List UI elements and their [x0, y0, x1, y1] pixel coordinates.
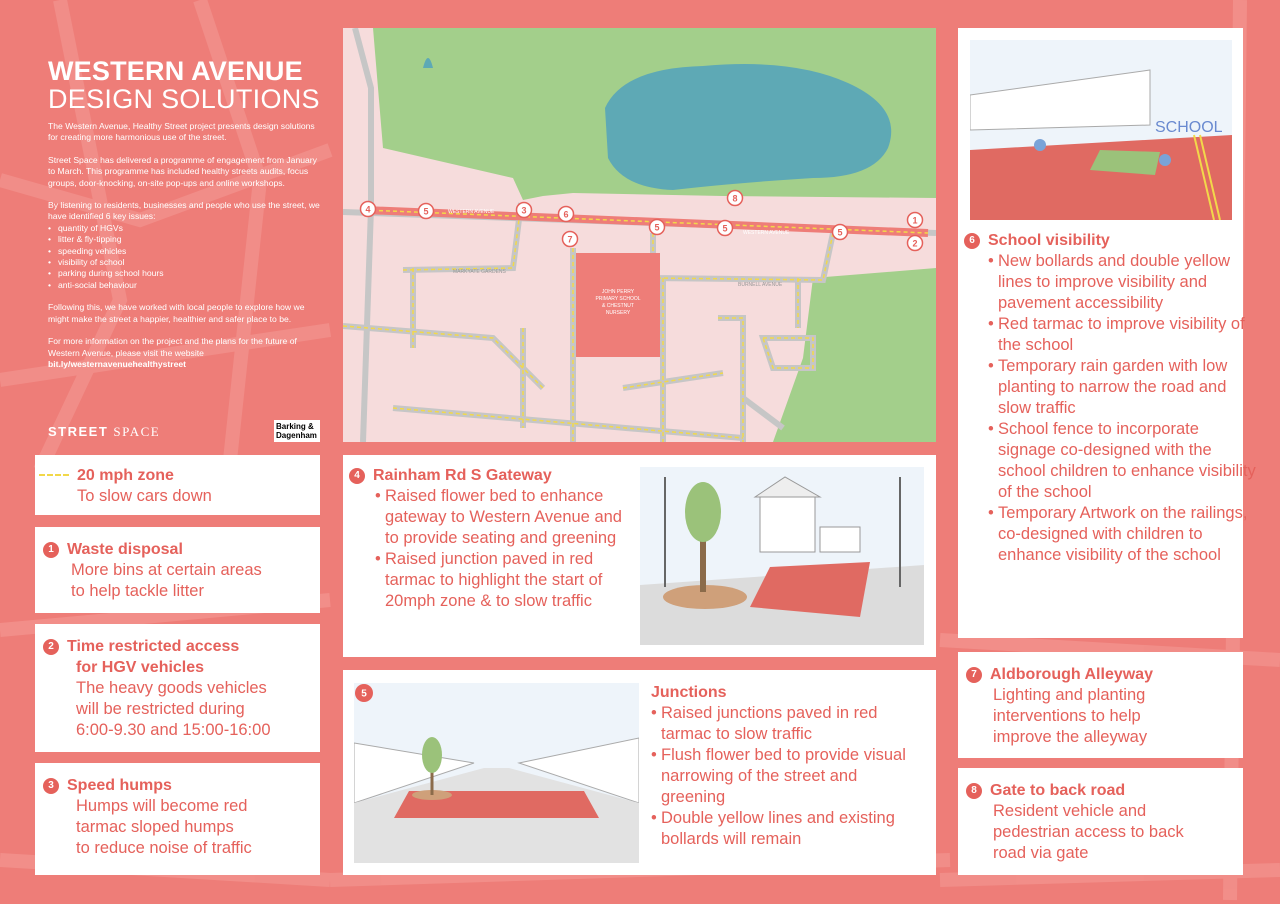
number-badge: 4 — [349, 468, 365, 484]
map-marker-5a — [419, 204, 434, 219]
intro-paragraph-5: For more information on the project and the plans for the future of Western Avenue, please visit the website bit.ly/westernavenuehealthystreet — [48, 336, 326, 370]
svg-text:4: 4 — [365, 204, 371, 215]
list-item: • Raised junction paved in red tarmac to highlight the start of 20mph zone & to slow traffic — [375, 549, 637, 612]
svg-text:5: 5 — [423, 206, 429, 217]
junction-bullets — [651, 703, 921, 850]
svg-text:5: 5 — [361, 688, 367, 700]
map-marker-2 — [908, 236, 923, 251]
card-title: School visibility — [988, 232, 1110, 249]
number-badge: 3 — [43, 778, 59, 794]
website-link[interactable]: bit.ly/westernavenuehealthystreet — [48, 358, 187, 369]
junctions-card — [343, 670, 936, 875]
svg-text:& CHESTNUT: & CHESTNUT — [602, 303, 634, 309]
map-marker-5b — [650, 220, 665, 235]
svg-text:7: 7 — [567, 234, 573, 245]
svg-text:5: 5 — [837, 227, 843, 238]
svg-text:5: 5 — [722, 223, 728, 234]
map-marker-1 — [908, 213, 923, 228]
svg-text:PRIMARY SCHOOL: PRIMARY SCHOOL — [595, 296, 641, 302]
waste-disposal-card: 1 Waste disposal More bins at certain areas to help tackle litter — [35, 527, 320, 613]
legend-20mph-card — [35, 455, 320, 515]
dashed-line-icon — [39, 474, 69, 476]
gate-card: 8 Gate to back road Resident vehicle and pedestrian access to back road via gate — [958, 768, 1243, 875]
issues-list — [48, 223, 326, 291]
street-space-logo: STREET SPACE — [48, 424, 161, 439]
intro-paragraph-2: Street Space has delivered a programme of engagement from January to March. This programme has included healthy streets audits, focus groups, door-knocking, on-site pop-ups and online workshops. — [48, 154, 317, 188]
number-badge: 1 — [43, 542, 59, 558]
hgv-access-card: 2 Time restricted access for HGV vehicles The heavy goods vehicles will be restricted during 6:00-9.30 and 15:00-16:00 — [35, 624, 320, 752]
gateway-illustration — [640, 467, 924, 645]
page-subtitle: DESIGN SOLUTIONS — [48, 84, 320, 114]
number-badge: 7 — [966, 667, 982, 683]
svg-text:6: 6 — [563, 209, 569, 220]
map-marker-5d — [833, 225, 848, 240]
card-text: To slow cars down — [77, 487, 212, 505]
map-marker-5c — [718, 221, 733, 236]
card-title: 20 mph zone — [77, 467, 174, 484]
card-title: Gate to back road — [990, 782, 1126, 799]
map-marker-6 — [559, 207, 574, 222]
list-item: • Flush flower bed to provide visual narrowing of the street and greening — [651, 745, 921, 808]
school-visibility-card — [958, 28, 1256, 638]
list-item: • quantity of HGVs — [48, 223, 326, 234]
list-item: • Raised junctions paved in red tarmac to slow traffic — [651, 703, 921, 745]
intro-panel — [48, 58, 326, 381]
barking-dagenham-logo: Barking & Dagenham — [274, 420, 320, 442]
school-bullets — [988, 251, 1256, 566]
number-badge: 8 — [966, 783, 982, 799]
card-title: Speed humps — [67, 777, 172, 794]
street-label-1: WESTERN AVENUE — [448, 209, 495, 215]
card-title: Rainham Rd S Gateway — [373, 467, 552, 484]
number-badge: 2 — [43, 639, 59, 655]
intro-paragraph-1: The Western Avenue, Healthy Street project presents design solutions for creating more harmonious use of the street. — [48, 121, 315, 143]
list-item: • parking during school hours — [48, 268, 326, 279]
list-item: • anti-social behaviour — [48, 280, 326, 291]
intro-paragraph-4: Following this, we have worked with local people to explore how we might make the street a happier, healthier and safer place to be. — [48, 302, 305, 324]
intro-paragraph-3: By listening to residents, businesses and people who use the street, we have identified 6 key issues: — [48, 200, 320, 222]
list-item: • School fence to incorporate signage co-designed with the school children to enhance visibility of the school — [988, 419, 1256, 503]
map-svg — [343, 28, 936, 442]
gateway-card — [343, 455, 936, 657]
list-item: • Raised flower bed to enhance gateway to Western Avenue and to provide seating and greening — [375, 486, 637, 549]
number-badge: 6 — [964, 233, 980, 249]
card-title: Aldborough Alleyway — [990, 666, 1153, 683]
svg-text:JOHN PERRY: JOHN PERRY — [601, 289, 635, 295]
map-marker-7 — [563, 232, 578, 247]
street-label-4: BURNELL AVENUE — [738, 282, 783, 288]
junction-illustration — [354, 683, 639, 863]
list-item: • Double yellow lines and existing bollards will remain — [651, 808, 921, 850]
card-title: Time restricted access — [67, 638, 240, 655]
list-item: • Temporary rain garden with low planting to narrow the road and slow traffic — [988, 356, 1256, 419]
map-marker-4 — [361, 202, 376, 217]
svg-text:2: 2 — [912, 238, 918, 249]
street-label-3: MARKYATE GARDENS — [453, 269, 506, 275]
svg-text:3: 3 — [521, 205, 527, 216]
svg-text:SCHOOL: SCHOOL — [1155, 119, 1223, 136]
list-item: • litter & fly-tipping — [48, 234, 326, 245]
speed-humps-card: 3 Speed humps Humps will become red tarmac sloped humps to reduce noise of traffic — [35, 763, 320, 875]
svg-text:8: 8 — [732, 193, 738, 204]
alleyway-card: 7 Aldborough Alleyway Lighting and planting interventions to help improve the alleyway — [958, 652, 1243, 758]
list-item: • visibility of school — [48, 257, 326, 268]
page-title: WESTERN AVENUE — [48, 56, 303, 86]
list-item: • speeding vehicles — [48, 246, 326, 257]
svg-text:NURSERY: NURSERY — [605, 310, 631, 316]
svg-text:1: 1 — [912, 215, 918, 226]
street-label-2: WESTERN AVENUE — [743, 230, 790, 236]
map-marker-3 — [517, 203, 532, 218]
list-item: • Temporary Artwork on the railings, co-designed with children to enhance visibility of the school — [988, 503, 1256, 566]
card-title: Junctions — [651, 684, 727, 701]
gateway-bullets — [375, 486, 637, 612]
map-marker-8 — [728, 191, 743, 206]
area-map — [343, 28, 936, 442]
list-item: • Red tarmac to improve visibility of the school — [988, 314, 1256, 356]
list-item: • New bollards and double yellow lines to improve visibility and pavement accessibility — [988, 251, 1256, 314]
school-illustration — [970, 40, 1232, 220]
card-title: Waste disposal — [67, 541, 183, 558]
svg-text:5: 5 — [654, 222, 660, 233]
